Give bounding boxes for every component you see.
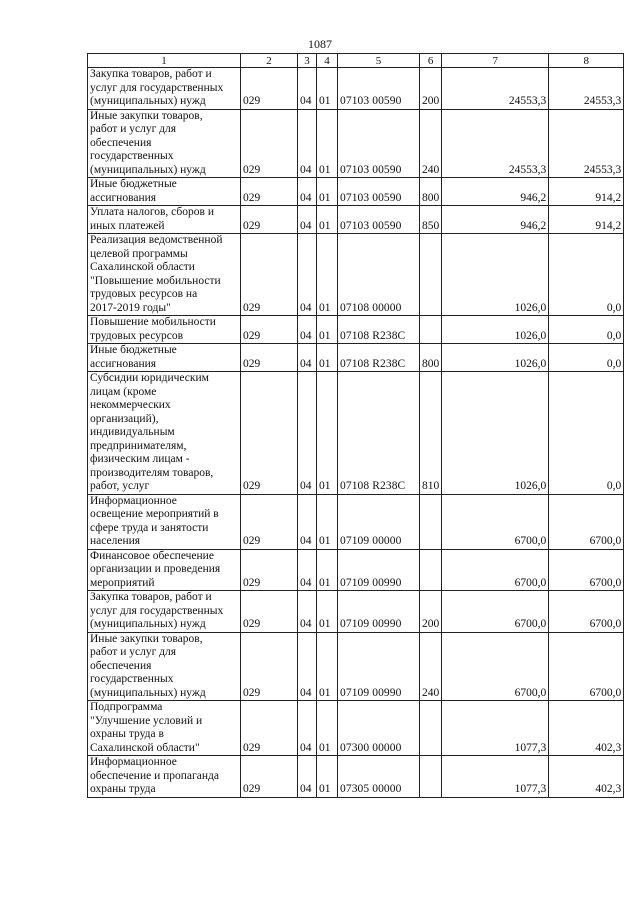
subsection-cell: 01	[317, 494, 338, 549]
expense-type-cell: 200	[420, 68, 442, 110]
section-cell: 04	[298, 494, 317, 549]
gov-code-cell: 029	[241, 701, 298, 756]
section-cell: 04	[298, 632, 317, 701]
target-code-cell: 07109 00000	[338, 494, 420, 549]
section-cell: 04	[298, 549, 317, 591]
subsection-cell: 01	[317, 68, 338, 110]
expense-type-cell: 850	[420, 206, 442, 234]
table-row	[88, 206, 624, 234]
amount-col8-cell: 0,0	[549, 372, 624, 495]
subsection-cell: 01	[317, 756, 338, 798]
amount-col7-cell: 6700,0	[442, 632, 549, 701]
table-row	[88, 372, 624, 495]
row-name-cell	[88, 756, 241, 798]
section-cell: 04	[298, 206, 317, 234]
row-name-text: Информационное обеспечение и пропаганда охраны труда	[90, 756, 219, 795]
target-code-cell: 07109 00990	[338, 632, 420, 701]
section-cell: 04	[298, 372, 317, 495]
amount-col8-cell: 24553,3	[549, 68, 624, 110]
amount-col8-cell: 24553,3	[549, 109, 624, 178]
target-code-cell: 07108 00000	[338, 234, 420, 316]
gov-code-cell: 029	[241, 109, 298, 178]
row-name-text: Закупка товаров, работ и услуг для государственных (муниципальных) нужд	[90, 68, 224, 107]
row-name-cell	[88, 344, 241, 372]
expense-type-cell	[420, 549, 442, 591]
table-row	[88, 756, 624, 798]
subsection-cell: 01	[317, 372, 338, 495]
amount-col7-cell: 1026,0	[442, 344, 549, 372]
row-name-cell	[88, 494, 241, 549]
column-header: 3	[298, 54, 317, 68]
target-code-cell: 07108 R238C	[338, 372, 420, 495]
expense-type-cell: 240	[420, 109, 442, 178]
amount-col7-cell: 1026,0	[442, 234, 549, 316]
column-header: 2	[241, 54, 298, 68]
target-code-cell: 07103 00590	[338, 68, 420, 110]
column-header: 8	[549, 54, 624, 68]
amount-col8-cell: 402,3	[549, 756, 624, 798]
row-name-text: Реализация ведомственной целевой программы Сахалинской области "Повышение мобильности трудовых ресурсов на 2017-2019 годы"	[90, 234, 223, 314]
subsection-cell: 01	[317, 632, 338, 701]
subsection-cell: 01	[317, 549, 338, 591]
column-header: 5	[338, 54, 420, 68]
amount-col7-cell: 1026,0	[442, 316, 549, 344]
row-name-cell	[88, 372, 241, 495]
table-row	[88, 591, 624, 633]
row-name-text: Подпрограмма "Улучшение условий и охраны труда в Сахалинской области"	[90, 701, 203, 754]
expense-type-cell	[420, 316, 442, 344]
subsection-cell: 01	[317, 109, 338, 178]
gov-code-cell: 029	[241, 549, 298, 591]
expense-type-cell	[420, 701, 442, 756]
gov-code-cell: 029	[241, 234, 298, 316]
page-number: 1087	[308, 37, 332, 51]
amount-col8-cell: 6700,0	[549, 549, 624, 591]
amount-col7-cell: 24553,3	[442, 109, 549, 178]
table-row	[88, 632, 624, 701]
row-name-cell	[88, 206, 241, 234]
amount-col7-cell: 1026,0	[442, 372, 549, 495]
column-header: 7	[442, 54, 549, 68]
row-name-text: Финансовое обеспечение организации и проведения мероприятий	[90, 549, 221, 589]
row-name-cell	[88, 591, 241, 633]
section-cell: 04	[298, 591, 317, 633]
amount-col7-cell: 6700,0	[442, 549, 549, 591]
table-row	[88, 344, 624, 372]
amount-col7-cell: 6700,0	[442, 591, 549, 633]
target-code-cell: 07109 00990	[338, 549, 420, 591]
subsection-cell: 01	[317, 701, 338, 756]
subsection-cell: 01	[317, 178, 338, 206]
row-name-cell	[88, 178, 241, 206]
row-name-text: Иные закупки товаров, работ и услуг для обеспечения государственных (муниципальных) нужд	[90, 109, 206, 176]
gov-code-cell: 029	[241, 372, 298, 495]
subsection-cell: 01	[317, 344, 338, 372]
row-name-cell	[88, 234, 241, 316]
expense-type-cell	[420, 234, 442, 316]
gov-code-cell: 029	[241, 632, 298, 701]
budget-table	[87, 53, 624, 798]
row-name-text: Иные закупки товаров, работ и услуг для обеспечения государственных (муниципальных) нужд	[90, 632, 206, 699]
expense-type-cell: 240	[420, 632, 442, 701]
section-cell: 04	[298, 316, 317, 344]
amount-col7-cell: 946,2	[442, 178, 549, 206]
section-cell: 04	[298, 178, 317, 206]
target-code-cell: 07108 R238C	[338, 344, 420, 372]
row-name-cell	[88, 109, 241, 178]
row-name-cell	[88, 316, 241, 344]
subsection-cell: 01	[317, 206, 338, 234]
amount-col8-cell: 6700,0	[549, 494, 624, 549]
target-code-cell: 07108 R238C	[338, 316, 420, 344]
target-code-cell: 07103 00590	[338, 206, 420, 234]
amount-col8-cell: 6700,0	[549, 632, 624, 701]
amount-col8-cell: 914,2	[549, 206, 624, 234]
expense-type-cell: 800	[420, 344, 442, 372]
amount-col7-cell: 946,2	[442, 206, 549, 234]
amount-col8-cell: 0,0	[549, 316, 624, 344]
row-name-text: Субсидии юридическим лицам (кроме некоммерческих организаций), индивидуальным предпринимателям, физическим лицам - производителям товаров, работ, услуг	[90, 372, 214, 492]
amount-col8-cell: 6700,0	[549, 591, 624, 633]
table-row	[88, 549, 624, 591]
target-code-cell: 07103 00590	[338, 109, 420, 178]
amount-col7-cell: 1077,3	[442, 701, 549, 756]
gov-code-cell: 029	[241, 494, 298, 549]
gov-code-cell: 029	[241, 206, 298, 234]
row-name-cell	[88, 68, 241, 110]
table-row	[88, 494, 624, 549]
expense-type-cell: 200	[420, 591, 442, 633]
section-cell: 04	[298, 701, 317, 756]
target-code-cell: 07305 00000	[338, 756, 420, 798]
expense-type-cell: 800	[420, 178, 442, 206]
table-header-row	[88, 54, 624, 68]
column-header: 1	[88, 54, 241, 68]
expense-type-cell	[420, 494, 442, 549]
subsection-cell: 01	[317, 316, 338, 344]
row-name-text: Информационное освещение мероприятий в сфере труда и занятости населения	[90, 494, 219, 547]
table-row	[88, 316, 624, 344]
row-name-text: Повышение мобильности трудовых ресурсов	[90, 316, 216, 342]
amount-col8-cell: 0,0	[549, 344, 624, 372]
row-name-cell	[88, 701, 241, 756]
gov-code-cell: 029	[241, 316, 298, 344]
row-name-text: Иные бюджетные ассигнования	[90, 178, 177, 204]
section-cell: 04	[298, 234, 317, 316]
target-code-cell: 07109 00990	[338, 591, 420, 633]
gov-code-cell: 029	[241, 591, 298, 633]
section-cell: 04	[298, 344, 317, 372]
table-row	[88, 109, 624, 178]
row-name-cell	[88, 549, 241, 591]
row-name-text: Закупка товаров, работ и услуг для государственных (муниципальных) нужд	[90, 591, 224, 630]
gov-code-cell: 029	[241, 344, 298, 372]
table-row	[88, 178, 624, 206]
amount-col7-cell: 24553,3	[442, 68, 549, 110]
expense-type-cell	[420, 756, 442, 798]
expense-type-cell: 810	[420, 372, 442, 495]
amount-col7-cell: 6700,0	[442, 494, 549, 549]
column-header: 4	[317, 54, 338, 68]
target-code-cell: 07300 00000	[338, 701, 420, 756]
column-header: 6	[420, 54, 442, 68]
gov-code-cell: 029	[241, 68, 298, 110]
subsection-cell: 01	[317, 234, 338, 316]
target-code-cell: 07103 00590	[338, 178, 420, 206]
section-cell: 04	[298, 756, 317, 798]
table-row	[88, 234, 624, 316]
subsection-cell: 01	[317, 591, 338, 633]
section-cell: 04	[298, 109, 317, 178]
row-name-text: Уплата налогов, сборов и иных платежей	[90, 206, 214, 232]
amount-col8-cell: 402,3	[549, 701, 624, 756]
table-row	[88, 68, 624, 110]
gov-code-cell: 029	[241, 178, 298, 206]
row-name-cell	[88, 632, 241, 701]
gov-code-cell: 029	[241, 756, 298, 798]
amount-col7-cell: 1077,3	[442, 756, 549, 798]
amount-col8-cell: 914,2	[549, 178, 624, 206]
row-name-text: Иные бюджетные ассигнования	[90, 344, 177, 370]
table-row	[88, 701, 624, 756]
amount-col8-cell: 0,0	[549, 234, 624, 316]
section-cell: 04	[298, 68, 317, 110]
